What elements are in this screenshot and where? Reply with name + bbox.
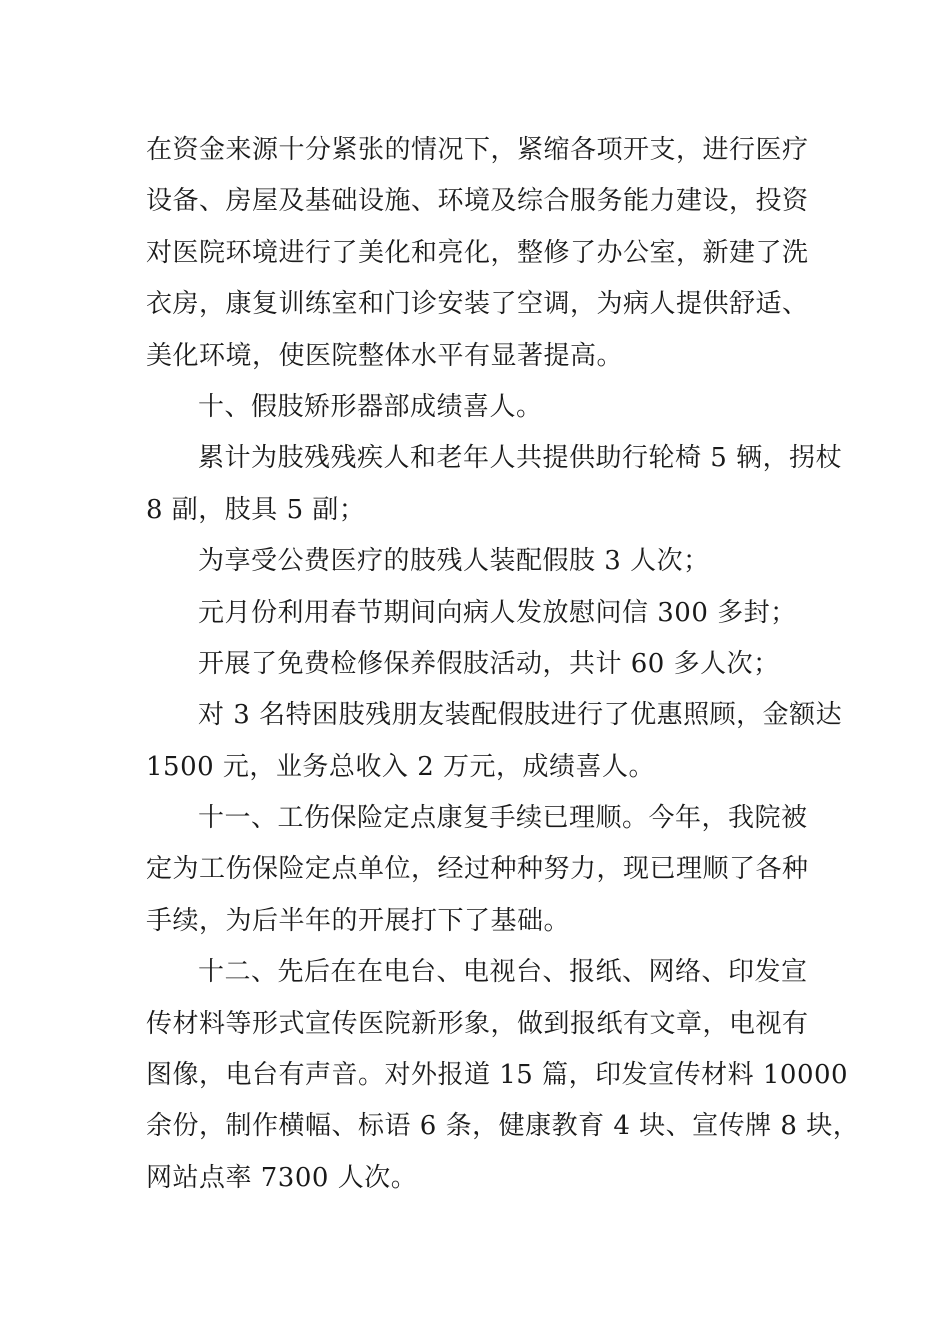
text-line: 开展了免费检修保养假肢活动，共计 60 多人次； bbox=[198, 648, 780, 679]
text-line: 在资金来源十分紧张的情况下，紧缩各项开支，进行医疗 bbox=[146, 135, 809, 165]
text-line: 对 3 名特困肢残朋友装配假肢进行了优惠照顾，金额达 bbox=[198, 700, 843, 731]
text-line: 1500 元，业务总收入 2 万元，成绩喜人。 bbox=[146, 751, 656, 782]
text-line: 图像，电台有声音。对外报道 15 篇，印发宣传材料 10000 bbox=[146, 1060, 849, 1091]
text-line: 十一、工伤保险定点康复手续已理顺。今年，我院被 bbox=[198, 803, 808, 834]
text-line: 8 副，肢具 5 副； bbox=[146, 494, 366, 525]
text-line: 十、假肢矫形器部成绩喜人。 bbox=[198, 391, 543, 422]
text-line: 美化环境，使医院整体水平有显著提高。 bbox=[146, 340, 624, 371]
text-line: 网站点率 7300 人次。 bbox=[146, 1162, 418, 1193]
text-line: 余份，制作横幅、标语 6 条，健康教育 4 块、宣传牌 8 块， bbox=[146, 1111, 860, 1142]
text-line: 传材料等形式宣传医院新形象，做到报纸有文章，电视有 bbox=[146, 1008, 809, 1039]
text-line: 手续，为后半年的开展打下了基础。 bbox=[146, 905, 571, 936]
text-line: 元月份利用春节期间向病人发放慰问信 300 多封； bbox=[198, 597, 797, 628]
text-line: 对医院环境进行了美化和亮化，整修了办公室，新建了洗 bbox=[146, 237, 809, 268]
text-line: 十二、先后在在电台、电视台、报纸、网络、印发宣 bbox=[198, 957, 808, 988]
text-line: 设备、房屋及基础设施、环境及综合服务能力建设，投资 bbox=[146, 186, 809, 217]
body-text bbox=[146, 125, 860, 1204]
text-line: 累计为肢残残疾人和老年人共提供助行轮椅 5 辆，拐杖 bbox=[198, 443, 843, 474]
text-line: 定为工伤保险定点单位，经过种种努力，现已理顺了各种 bbox=[146, 854, 809, 885]
text-line: 为享受公费医疗的肢残人装配假肢 3 人次； bbox=[198, 546, 710, 577]
text-line: 衣房，康复训练室和门诊安装了空调，为病人提供舒适、 bbox=[146, 289, 809, 320]
